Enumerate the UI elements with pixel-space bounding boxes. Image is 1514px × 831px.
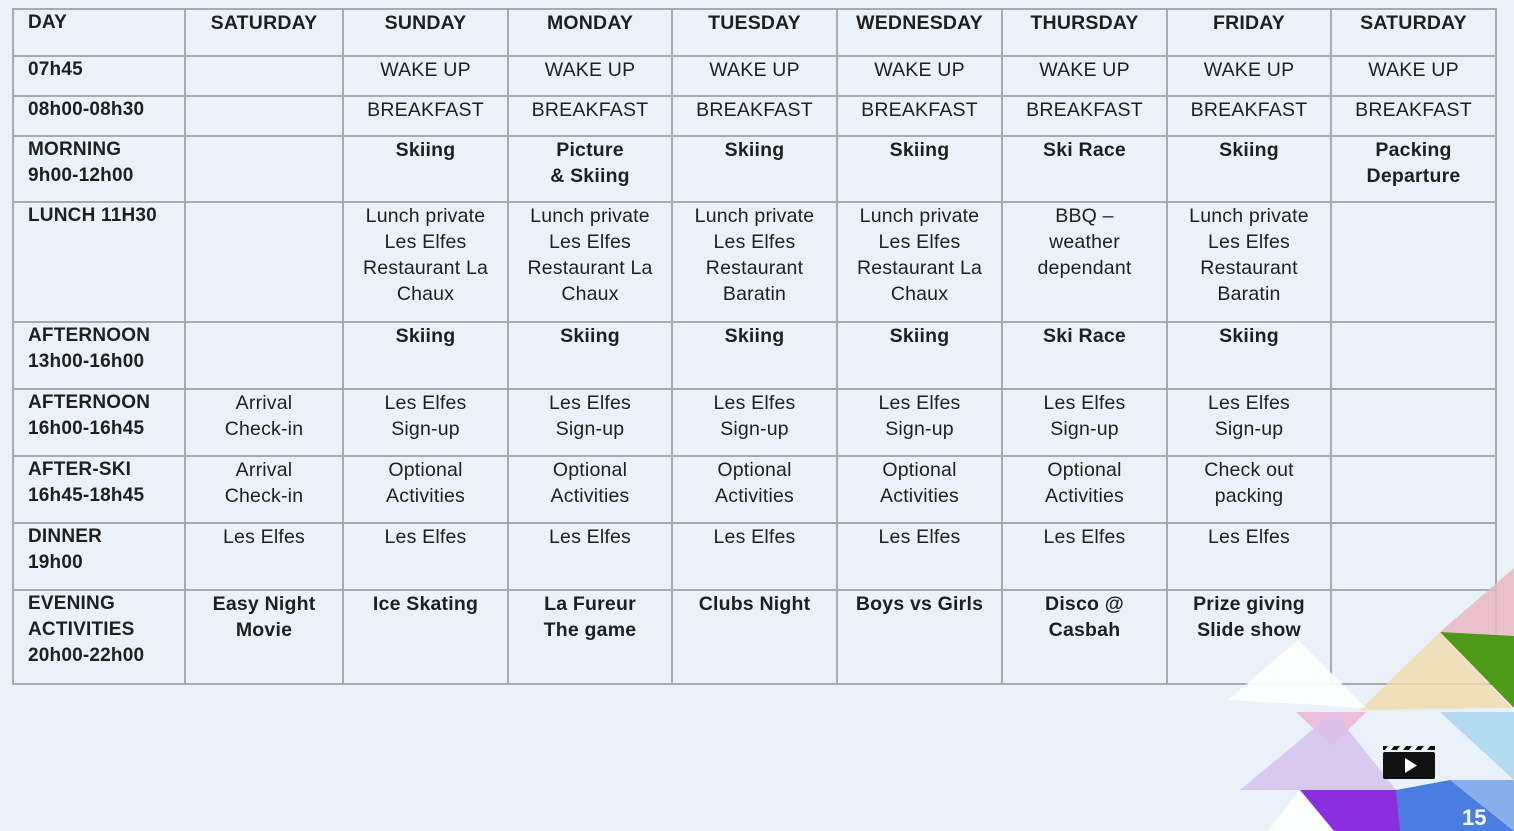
cell: Skiing <box>508 322 672 389</box>
cell: Lunch private Les Elfes Restaurant Baratin <box>672 202 837 322</box>
header-cell-wednesday: WEDNESDAY <box>837 9 1002 56</box>
cell: Lunch private Les Elfes Restaurant La Chaux <box>343 202 508 322</box>
cell: Skiing <box>343 136 508 202</box>
cell: BREAKFAST <box>508 96 672 136</box>
cell: BREAKFAST <box>1002 96 1167 136</box>
cell: Skiing <box>672 322 837 389</box>
cell: Optional Activities <box>837 456 1002 523</box>
cell: WAKE UP <box>1002 56 1167 96</box>
cell: WAKE UP <box>1331 56 1496 96</box>
cell: La Fureur The game <box>508 590 672 684</box>
cell: Ski Race <box>1002 136 1167 202</box>
header-cell-monday: MONDAY <box>508 9 672 56</box>
header-cell-thursday: THURSDAY <box>1002 9 1167 56</box>
row-label: EVENING ACTIVITIES 20h00-22h00 <box>13 590 185 684</box>
cell: Les Elfes <box>1167 523 1331 590</box>
cell: Ski Race <box>1002 322 1167 389</box>
header-cell-day: DAY <box>13 9 185 56</box>
cell: Skiing <box>837 136 1002 202</box>
clapperboard-play-icon <box>1382 740 1436 780</box>
cell: Easy Night Movie <box>185 590 343 684</box>
cell: Boys vs Girls <box>837 590 1002 684</box>
cell: Les Elfes Sign-up <box>672 389 837 456</box>
cell: Lunch private Les Elfes Restaurant La Chaux <box>508 202 672 322</box>
cell: BREAKFAST <box>343 96 508 136</box>
cell: Lunch private Les Elfes Restaurant La Chaux <box>837 202 1002 322</box>
cell: Les Elfes <box>1002 523 1167 590</box>
cell: Picture & Skiing <box>508 136 672 202</box>
cell: Skiing <box>1167 322 1331 389</box>
cell: Skiing <box>1167 136 1331 202</box>
row-label: LUNCH 11H30 <box>13 202 185 322</box>
cell: Packing Departure <box>1331 136 1496 202</box>
cell: Check out packing <box>1167 456 1331 523</box>
cell: Optional Activities <box>508 456 672 523</box>
cell: Les Elfes <box>672 523 837 590</box>
row-label: AFTERNOON 16h00-16h45 <box>13 389 185 456</box>
row-label: 08h00-08h30 <box>13 96 185 136</box>
cell: Les Elfes Sign-up <box>1167 389 1331 456</box>
cell: Lunch private Les Elfes Restaurant Baratin <box>1167 202 1331 322</box>
cell: Prize giving Slide show <box>1167 590 1331 684</box>
cell: Les Elfes Sign-up <box>508 389 672 456</box>
cell: BREAKFAST <box>1331 96 1496 136</box>
cell: Optional Activities <box>343 456 508 523</box>
cell: Arrival Check-in <box>185 389 343 456</box>
header-cell-saturday-2: SATURDAY <box>1331 9 1496 56</box>
cell: WAKE UP <box>837 56 1002 96</box>
cell: Arrival Check-in <box>185 456 343 523</box>
cell: Skiing <box>672 136 837 202</box>
header-cell-saturday: SATURDAY <box>185 9 343 56</box>
cell: WAKE UP <box>508 56 672 96</box>
row-label: AFTER-SKI 16h45-18h45 <box>13 456 185 523</box>
cell: Les Elfes <box>185 523 343 590</box>
cell: BREAKFAST <box>1167 96 1331 136</box>
row-label: DINNER 19h00 <box>13 523 185 590</box>
cell: Optional Activities <box>1002 456 1167 523</box>
cell: WAKE UP <box>672 56 837 96</box>
row-label: 07h45 <box>13 56 185 96</box>
cell: Les Elfes <box>837 523 1002 590</box>
cell: Les Elfes Sign-up <box>837 389 1002 456</box>
cell: WAKE UP <box>1167 56 1331 96</box>
cell: BREAKFAST <box>672 96 837 136</box>
cell: Ice Skating <box>343 590 508 684</box>
cell: Les Elfes Sign-up <box>1002 389 1167 456</box>
page-number: 15 <box>1462 805 1487 830</box>
row-label: AFTERNOON 13h00-16h00 <box>13 322 185 389</box>
row-label: MORNING 9h00-12h00 <box>13 136 185 202</box>
cell: Clubs Night <box>672 590 837 684</box>
cell: Les Elfes <box>343 523 508 590</box>
cell: Skiing <box>343 322 508 389</box>
header-cell-friday: FRIDAY <box>1167 9 1331 56</box>
header-cell-sunday: SUNDAY <box>343 9 508 56</box>
cell: Skiing <box>837 322 1002 389</box>
cell: BBQ – weather dependant <box>1002 202 1167 322</box>
header-cell-tuesday: TUESDAY <box>672 9 837 56</box>
cell: Disco @ Casbah <box>1002 590 1167 684</box>
cell: BREAKFAST <box>837 96 1002 136</box>
cell: Les Elfes Sign-up <box>343 389 508 456</box>
cell: Les Elfes <box>508 523 672 590</box>
cell: WAKE UP <box>343 56 508 96</box>
cell: Optional Activities <box>672 456 837 523</box>
